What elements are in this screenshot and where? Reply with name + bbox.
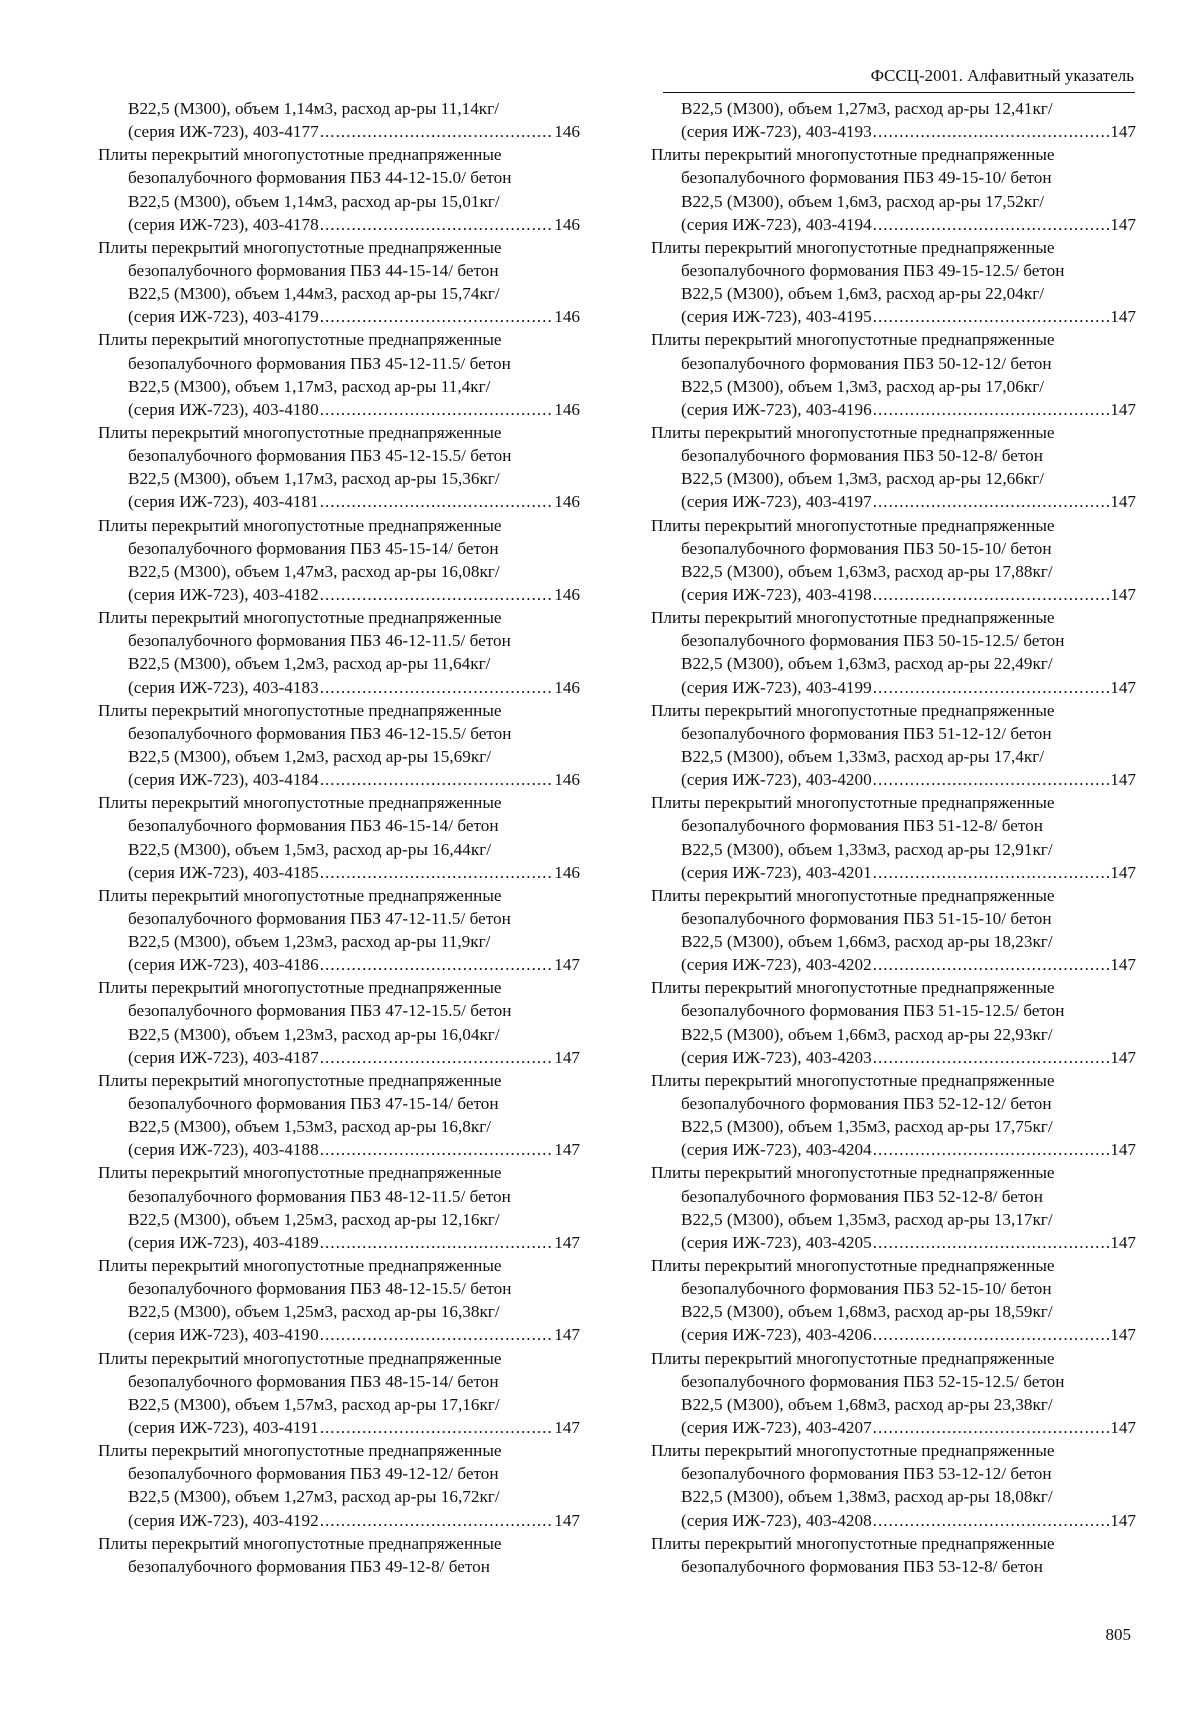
index-entry-heading: Плиты перекрытий многопустотные преднапряженные [651, 515, 1055, 535]
index-entry-line: В22,5 (М300), объем 1,14м3, расход ар-ры 15,01кг/ [128, 191, 500, 211]
index-entry-line: безопалубочного формования ПБЗ 50-15-12.5/ бетон [681, 631, 1065, 651]
index-entry-line: безопалубочного формования ПБЗ 53-12-8/ бетон [681, 1556, 1043, 1576]
page-number: 805 [1105, 1625, 1131, 1644]
index-entry-line: В22,5 (М300), объем 1,23м3, расход ар-ры 16,04кг/ [128, 1024, 500, 1044]
index-entry-line: В22,5 (М300), объем 1,3м3, расход ар-ры 17,06кг/ [681, 376, 1045, 396]
entry-page-number: 147 [1110, 399, 1136, 419]
index-entry-line: В22,5 (М300), объем 1,17м3, расход ар-ры 15,36кг/ [128, 469, 500, 489]
index-entry-line: безопалубочного формования ПБЗ 53-12-12/ бетон [681, 1464, 1052, 1484]
entry-page-number: 147 [1110, 955, 1136, 975]
index-entry-line: В22,5 (М300), объем 1,53м3, расход ар-ры 16,8кг/ [128, 1117, 492, 1137]
index-entry-heading: Плиты перекрытий многопустотные преднапряженные [651, 885, 1055, 905]
index-entry-reference [651, 1231, 1136, 1254]
entry-code-text: (серия ИЖ-723), 403-4184 [128, 770, 319, 790]
index-entry-heading: Плиты перекрытий многопустотные преднапряженные [651, 978, 1055, 998]
entry-code-text: (серия ИЖ-723), 403-4194 [681, 214, 872, 234]
dot-leader [320, 1231, 554, 1254]
entry-code-text: (серия ИЖ-723), 403-4189 [128, 1232, 319, 1252]
entry-code-text: (серия ИЖ-723), 403-4196 [681, 399, 872, 419]
index-entry-line: безопалубочного формования ПБЗ 48-12-15.5/ бетон [128, 1279, 512, 1299]
entry-page-number: 147 [1110, 307, 1136, 327]
index-entry-reference [98, 861, 580, 884]
entry-code-text: (серия ИЖ-723), 403-4201 [681, 862, 872, 882]
dot-leader [873, 583, 1110, 606]
index-entry-heading: Плиты перекрытий многопустотные преднапряженные [651, 1441, 1055, 1461]
index-entry-line: В22,5 (М300), объем 1,25м3, расход ар-ры 12,16кг/ [128, 1209, 500, 1229]
entry-code-text: (серия ИЖ-723), 403-4179 [128, 307, 319, 327]
index-entry-line: безопалубочного формования ПБЗ 48-12-11.5/ бетон [128, 1186, 511, 1206]
entry-code-text: (серия ИЖ-723), 403-4200 [681, 770, 872, 790]
dot-leader [320, 953, 554, 976]
dot-leader [873, 1231, 1110, 1254]
index-entry-heading: Плиты перекрытий многопустотные преднапряженные [98, 793, 502, 813]
dot-leader [873, 768, 1110, 791]
index-entry-reference [98, 1323, 580, 1346]
entry-code-text: (серия ИЖ-723), 403-4193 [681, 122, 872, 142]
index-entry-heading: Плиты перекрытий многопустотные преднапряженные [651, 1256, 1055, 1276]
index-entry-reference [98, 1509, 580, 1532]
index-entry-reference [98, 1138, 580, 1161]
index-entry-line: безопалубочного формования ПБЗ 51-12-8/ бетон [681, 816, 1043, 836]
index-entry-reference [98, 1231, 580, 1254]
index-entry-reference [651, 398, 1136, 421]
index-entry-line: В22,5 (М300), объем 1,27м3, расход ар-ры 16,72кг/ [128, 1487, 500, 1507]
entry-page-number: 147 [1110, 862, 1136, 882]
index-entry-line: В22,5 (М300), объем 1,68м3, расход ар-ры 18,59кг/ [681, 1302, 1053, 1322]
index-column-right [651, 97, 1136, 1578]
index-entry-reference [98, 583, 580, 606]
dot-leader [320, 768, 554, 791]
dot-leader [320, 676, 554, 699]
dot-leader [873, 1046, 1110, 1069]
index-entry-reference [98, 490, 580, 513]
index-entry-line: безопалубочного формования ПБЗ 48-15-14/ бетон [128, 1371, 499, 1391]
index-entry-heading: Плиты перекрытий многопустотные преднапряженные [98, 1070, 502, 1090]
index-entry-heading: Плиты перекрытий многопустотные преднапряженные [98, 1441, 502, 1461]
entry-page-number: 147 [554, 1418, 580, 1438]
index-entry-heading: Плиты перекрытий многопустотные преднапряженные [98, 1256, 502, 1276]
index-entry-line: безопалубочного формования ПБЗ 49-12-8/ бетон [128, 1556, 490, 1576]
index-entry-heading: Плиты перекрытий многопустотные преднапряженные [98, 1163, 502, 1183]
entry-page-number: 147 [554, 955, 580, 975]
entry-page-number: 146 [554, 214, 580, 234]
entry-code-text: (серия ИЖ-723), 403-4177 [128, 122, 319, 142]
index-entry-heading: Плиты перекрытий многопустотные преднапряженные [98, 608, 502, 628]
dot-leader [873, 1138, 1110, 1161]
index-entry-line: В22,5 (М300), объем 1,5м3, расход ар-ры 16,44кг/ [128, 839, 492, 859]
index-entry-line: безопалубочного формования ПБЗ 45-15-14/ бетон [128, 538, 499, 558]
index-entry-heading: Плиты перекрытий многопустотные преднапряженные [98, 700, 502, 720]
index-entry-reference [651, 213, 1136, 236]
dot-leader [873, 1416, 1110, 1439]
index-entry-reference [98, 398, 580, 421]
entry-page-number: 147 [1110, 1140, 1136, 1160]
entry-code-text: (серия ИЖ-723), 403-4183 [128, 677, 319, 697]
index-entry-line: безопалубочного формования ПБЗ 47-12-15.5/ бетон [128, 1001, 512, 1021]
dot-leader [320, 398, 554, 421]
index-entry-reference [651, 861, 1136, 884]
entry-page-number: 147 [554, 1232, 580, 1252]
dot-leader [320, 490, 554, 513]
index-entry-line: В22,5 (М300), объем 1,33м3, расход ар-ры 17,4кг/ [681, 746, 1045, 766]
header-rule [663, 92, 1135, 93]
index-entry-line: В22,5 (М300), объем 1,57м3, расход ар-ры 17,16кг/ [128, 1394, 500, 1414]
index-entry-line: безопалубочного формования ПБЗ 52-12-8/ бетон [681, 1186, 1043, 1206]
index-entry-heading: Плиты перекрытий многопустотные преднапряженные [651, 1533, 1055, 1553]
entry-code-text: (серия ИЖ-723), 403-4199 [681, 677, 872, 697]
index-entry-reference [98, 676, 580, 699]
index-entry-reference [651, 1509, 1136, 1532]
entry-page-number: 147 [1110, 584, 1136, 604]
index-entry-line: безопалубочного формования ПБЗ 46-15-14/ бетон [128, 816, 499, 836]
index-entry-reference [651, 1323, 1136, 1346]
entry-code-text: (серия ИЖ-723), 403-4192 [128, 1510, 319, 1530]
index-entry-heading: Плиты перекрытий многопустотные преднапряженные [98, 885, 502, 905]
dot-leader [873, 398, 1110, 421]
index-entry-line: безопалубочного формования ПБЗ 52-15-10/ бетон [681, 1279, 1052, 1299]
index-entry-heading: Плиты перекрытий многопустотные преднапряженные [98, 422, 502, 442]
dot-leader [873, 953, 1110, 976]
index-entry-line: безопалубочного формования ПБЗ 52-12-12/ бетон [681, 1094, 1052, 1114]
entry-page-number: 147 [1110, 1418, 1136, 1438]
index-entry-line: В22,5 (М300), объем 1,6м3, расход ар-ры 22,04кг/ [681, 284, 1045, 304]
dot-leader [320, 213, 554, 236]
index-entry-reference [651, 1138, 1136, 1161]
index-entry-line: безопалубочного формования ПБЗ 45-12-15.5/ бетон [128, 446, 512, 466]
entry-code-text: (серия ИЖ-723), 403-4185 [128, 862, 319, 882]
index-entry-line: В22,5 (М300), объем 1,17м3, расход ар-ры 11,4кг/ [128, 376, 491, 396]
index-entry-reference [98, 213, 580, 236]
entry-code-text: (серия ИЖ-723), 403-4207 [681, 1418, 872, 1438]
index-entry-reference [651, 583, 1136, 606]
entry-code-text: (серия ИЖ-723), 403-4182 [128, 584, 319, 604]
running-header: ФССЦ-2001. Алфавитный указатель [870, 66, 1134, 85]
index-entry-reference [651, 953, 1136, 976]
index-entry-heading: Плиты перекрытий многопустотные преднапряженные [651, 700, 1055, 720]
index-entry-heading: Плиты перекрытий многопустотные преднапряженные [651, 330, 1055, 350]
dot-leader [320, 583, 554, 606]
index-entry-heading: Плиты перекрытий многопустотные преднапряженные [98, 145, 502, 165]
index-entry-reference [98, 953, 580, 976]
index-entry-heading: Плиты перекрытий многопустотные преднапряженные [651, 793, 1055, 813]
index-entry-reference [651, 305, 1136, 328]
index-entry-reference [651, 676, 1136, 699]
dot-leader [320, 120, 554, 143]
dot-leader [320, 305, 554, 328]
index-entry-line: безопалубочного формования ПБЗ 49-12-12/ бетон [128, 1464, 499, 1484]
index-entry-heading: Плиты перекрытий многопустотные преднапряженные [98, 1533, 502, 1553]
entry-code-text: (серия ИЖ-723), 403-4191 [128, 1418, 319, 1438]
index-entry-line: В22,5 (М300), объем 1,35м3, расход ар-ры 17,75кг/ [681, 1117, 1053, 1137]
index-entry-heading: Плиты перекрытий многопустотные преднапряженные [651, 1163, 1055, 1183]
entry-page-number: 147 [1110, 214, 1136, 234]
dot-leader [873, 1509, 1110, 1532]
index-entry-heading: Плиты перекрытий многопустотные преднапряженные [98, 1348, 502, 1368]
index-entry-line: безопалубочного формования ПБЗ 45-12-11.5/ бетон [128, 353, 511, 373]
entry-page-number: 146 [554, 862, 580, 882]
entry-code-text: (серия ИЖ-723), 403-4204 [681, 1140, 872, 1160]
index-entry-line: В22,5 (М300), объем 1,27м3, расход ар-ры 12,41кг/ [681, 99, 1053, 118]
entry-code-text: (серия ИЖ-723), 403-4208 [681, 1510, 872, 1530]
index-entry-line: безопалубочного формования ПБЗ 50-12-8/ бетон [681, 446, 1043, 466]
index-entry-line: В22,5 (М300), объем 1,3м3, расход ар-ры 12,66кг/ [681, 469, 1045, 489]
index-entry-heading: Плиты перекрытий многопустотные преднапряженные [651, 145, 1055, 165]
index-entry-reference [651, 120, 1136, 143]
index-entry-line: безопалубочного формования ПБЗ 51-12-12/ бетон [681, 723, 1052, 743]
index-entry-line: В22,5 (М300), объем 1,66м3, расход ар-ры 22,93кг/ [681, 1024, 1053, 1044]
entry-page-number: 147 [1110, 770, 1136, 790]
index-entry-line: В22,5 (М300), объем 1,66м3, расход ар-ры 18,23кг/ [681, 932, 1053, 952]
index-entry-reference [651, 1046, 1136, 1069]
index-entry-line: В22,5 (М300), объем 1,68м3, расход ар-ры 23,38кг/ [681, 1394, 1053, 1414]
entry-code-text: (серия ИЖ-723), 403-4202 [681, 955, 872, 975]
index-entry-line: В22,5 (М300), объем 1,23м3, расход ар-ры 11,9кг/ [128, 932, 491, 952]
index-entry-reference [651, 1416, 1136, 1439]
dot-leader [320, 1416, 554, 1439]
index-entry-heading: Плиты перекрытий многопустотные преднапряженные [98, 330, 502, 350]
dot-leader [320, 1046, 554, 1069]
dot-leader [320, 1509, 554, 1532]
index-entry-reference [651, 768, 1136, 791]
index-entry-heading: Плиты перекрытий многопустотные преднапряженные [98, 515, 502, 535]
index-entry-heading: Плиты перекрытий многопустотные преднапряженные [98, 978, 502, 998]
index-entry-line: безопалубочного формования ПБЗ 51-15-12.5/ бетон [681, 1001, 1065, 1021]
index-entry-line: В22,5 (М300), объем 1,6м3, расход ар-ры 17,52кг/ [681, 191, 1045, 211]
entry-code-text: (серия ИЖ-723), 403-4206 [681, 1325, 872, 1345]
index-entry-line: В22,5 (М300), объем 1,63м3, расход ар-ры 17,88кг/ [681, 561, 1053, 581]
dot-leader [320, 1323, 554, 1346]
index-entry-line: В22,5 (М300), объем 1,38м3, расход ар-ры 18,08кг/ [681, 1487, 1053, 1507]
index-entry-heading: Плиты перекрытий многопустотные преднапряженные [651, 1070, 1055, 1090]
index-entry-line: безопалубочного формования ПБЗ 50-15-10/ бетон [681, 538, 1052, 558]
index-entry-line: безопалубочного формования ПБЗ 47-15-14/ бетон [128, 1094, 499, 1114]
entry-code-text: (серия ИЖ-723), 403-4187 [128, 1047, 319, 1067]
index-entry-line: безопалубочного формования ПБЗ 51-15-10/ бетон [681, 908, 1052, 928]
entry-page-number: 147 [1110, 492, 1136, 512]
index-entry-line: безопалубочного формования ПБЗ 52-15-12.5/ бетон [681, 1371, 1065, 1391]
entry-code-text: (серия ИЖ-723), 403-4190 [128, 1325, 319, 1345]
index-entry-line: безопалубочного формования ПБЗ 47-12-11.5/ бетон [128, 908, 511, 928]
index-entry-reference [98, 768, 580, 791]
dot-leader [873, 490, 1110, 513]
entry-page-number: 147 [554, 1325, 580, 1345]
entry-code-text: (серия ИЖ-723), 403-4188 [128, 1140, 319, 1160]
entry-page-number: 147 [1110, 1232, 1136, 1252]
dot-leader [873, 120, 1110, 143]
index-entry-line: В22,5 (М300), объем 1,33м3, расход ар-ры 12,91кг/ [681, 839, 1053, 859]
entry-code-text: (серия ИЖ-723), 403-4186 [128, 955, 319, 975]
index-entry-reference [98, 1416, 580, 1439]
index-entry-line: В22,5 (М300), объем 1,2м3, расход ар-ры 15,69кг/ [128, 746, 492, 766]
entry-page-number: 146 [554, 584, 580, 604]
index-entry-heading: Плиты перекрытий многопустотные преднапряженные [98, 237, 502, 257]
index-entry-heading: Плиты перекрытий многопустотные преднапряженные [651, 237, 1055, 257]
index-entry-heading: Плиты перекрытий многопустотные преднапряженные [651, 422, 1055, 442]
entry-code-text: (серия ИЖ-723), 403-4205 [681, 1232, 872, 1252]
index-entry-line: безопалубочного формования ПБЗ 49-15-10/ бетон [681, 168, 1052, 188]
entry-code-text: (серия ИЖ-723), 403-4195 [681, 307, 872, 327]
index-entry-line: безопалубочного формования ПБЗ 46-12-15.5/ бетон [128, 723, 512, 743]
index-entry-line: В22,5 (М300), объем 1,35м3, расход ар-ры 13,17кг/ [681, 1209, 1053, 1229]
entry-code-text: (серия ИЖ-723), 403-4198 [681, 584, 872, 604]
entry-page-number: 146 [554, 399, 580, 419]
dot-leader [873, 861, 1110, 884]
entry-page-number: 146 [554, 307, 580, 327]
index-entry-line: безопалубочного формования ПБЗ 50-12-12/ бетон [681, 353, 1052, 373]
entry-code-text: (серия ИЖ-723), 403-4181 [128, 492, 319, 512]
entry-page-number: 147 [1110, 122, 1136, 142]
dot-leader [320, 861, 554, 884]
index-entry-line: безопалубочного формования ПБЗ 44-12-15.0/ бетон [128, 168, 512, 188]
index-entry-reference [98, 1046, 580, 1069]
index-entry-reference [98, 305, 580, 328]
index-entry-line: В22,5 (М300), объем 1,44м3, расход ар-ры 15,74кг/ [128, 284, 500, 304]
dot-leader [873, 213, 1110, 236]
index-entry-line: В22,5 (М300), объем 1,63м3, расход ар-ры 22,49кг/ [681, 654, 1053, 674]
index-entry-line: безопалубочного формования ПБЗ 44-15-14/ бетон [128, 260, 499, 280]
entry-code-text: (серия ИЖ-723), 403-4203 [681, 1047, 872, 1067]
dot-leader [873, 676, 1110, 699]
index-entry-reference [651, 490, 1136, 513]
entry-page-number: 146 [554, 770, 580, 790]
entry-page-number: 146 [554, 492, 580, 512]
entry-page-number: 147 [554, 1510, 580, 1530]
entry-page-number: 147 [1110, 1047, 1136, 1067]
index-entry-line: безопалубочного формования ПБЗ 49-15-12.5/ бетон [681, 260, 1065, 280]
index-column-left [98, 97, 580, 1578]
index-entry-line: В22,5 (М300), объем 1,25м3, расход ар-ры 16,38кг/ [128, 1302, 500, 1322]
entry-page-number: 146 [554, 122, 580, 142]
index-entry-line: В22,5 (М300), объем 1,14м3, расход ар-ры 11,14кг/ [128, 99, 499, 118]
index-entry-line: В22,5 (М300), объем 1,2м3, расход ар-ры 11,64кг/ [128, 654, 491, 674]
entry-page-number: 146 [554, 677, 580, 697]
index-entry-heading: Плиты перекрытий многопустотные преднапряженные [651, 1348, 1055, 1368]
index-entry-heading: Плиты перекрытий многопустотные преднапряженные [651, 608, 1055, 628]
dot-leader [873, 305, 1110, 328]
index-entry-reference [98, 120, 580, 143]
entry-page-number: 147 [554, 1047, 580, 1067]
entry-page-number: 147 [1110, 1325, 1136, 1345]
entry-code-text: (серия ИЖ-723), 403-4178 [128, 214, 319, 234]
dot-leader [873, 1323, 1110, 1346]
entry-code-text: (серия ИЖ-723), 403-4197 [681, 492, 872, 512]
entry-code-text: (серия ИЖ-723), 403-4180 [128, 399, 319, 419]
entry-page-number: 147 [554, 1140, 580, 1160]
index-entry-line: безопалубочного формования ПБЗ 46-12-11.5/ бетон [128, 631, 511, 651]
entry-page-number: 147 [1110, 1510, 1136, 1530]
index-entry-line: В22,5 (М300), объем 1,47м3, расход ар-ры 16,08кг/ [128, 561, 500, 581]
entry-page-number: 147 [1110, 677, 1136, 697]
dot-leader [320, 1138, 554, 1161]
